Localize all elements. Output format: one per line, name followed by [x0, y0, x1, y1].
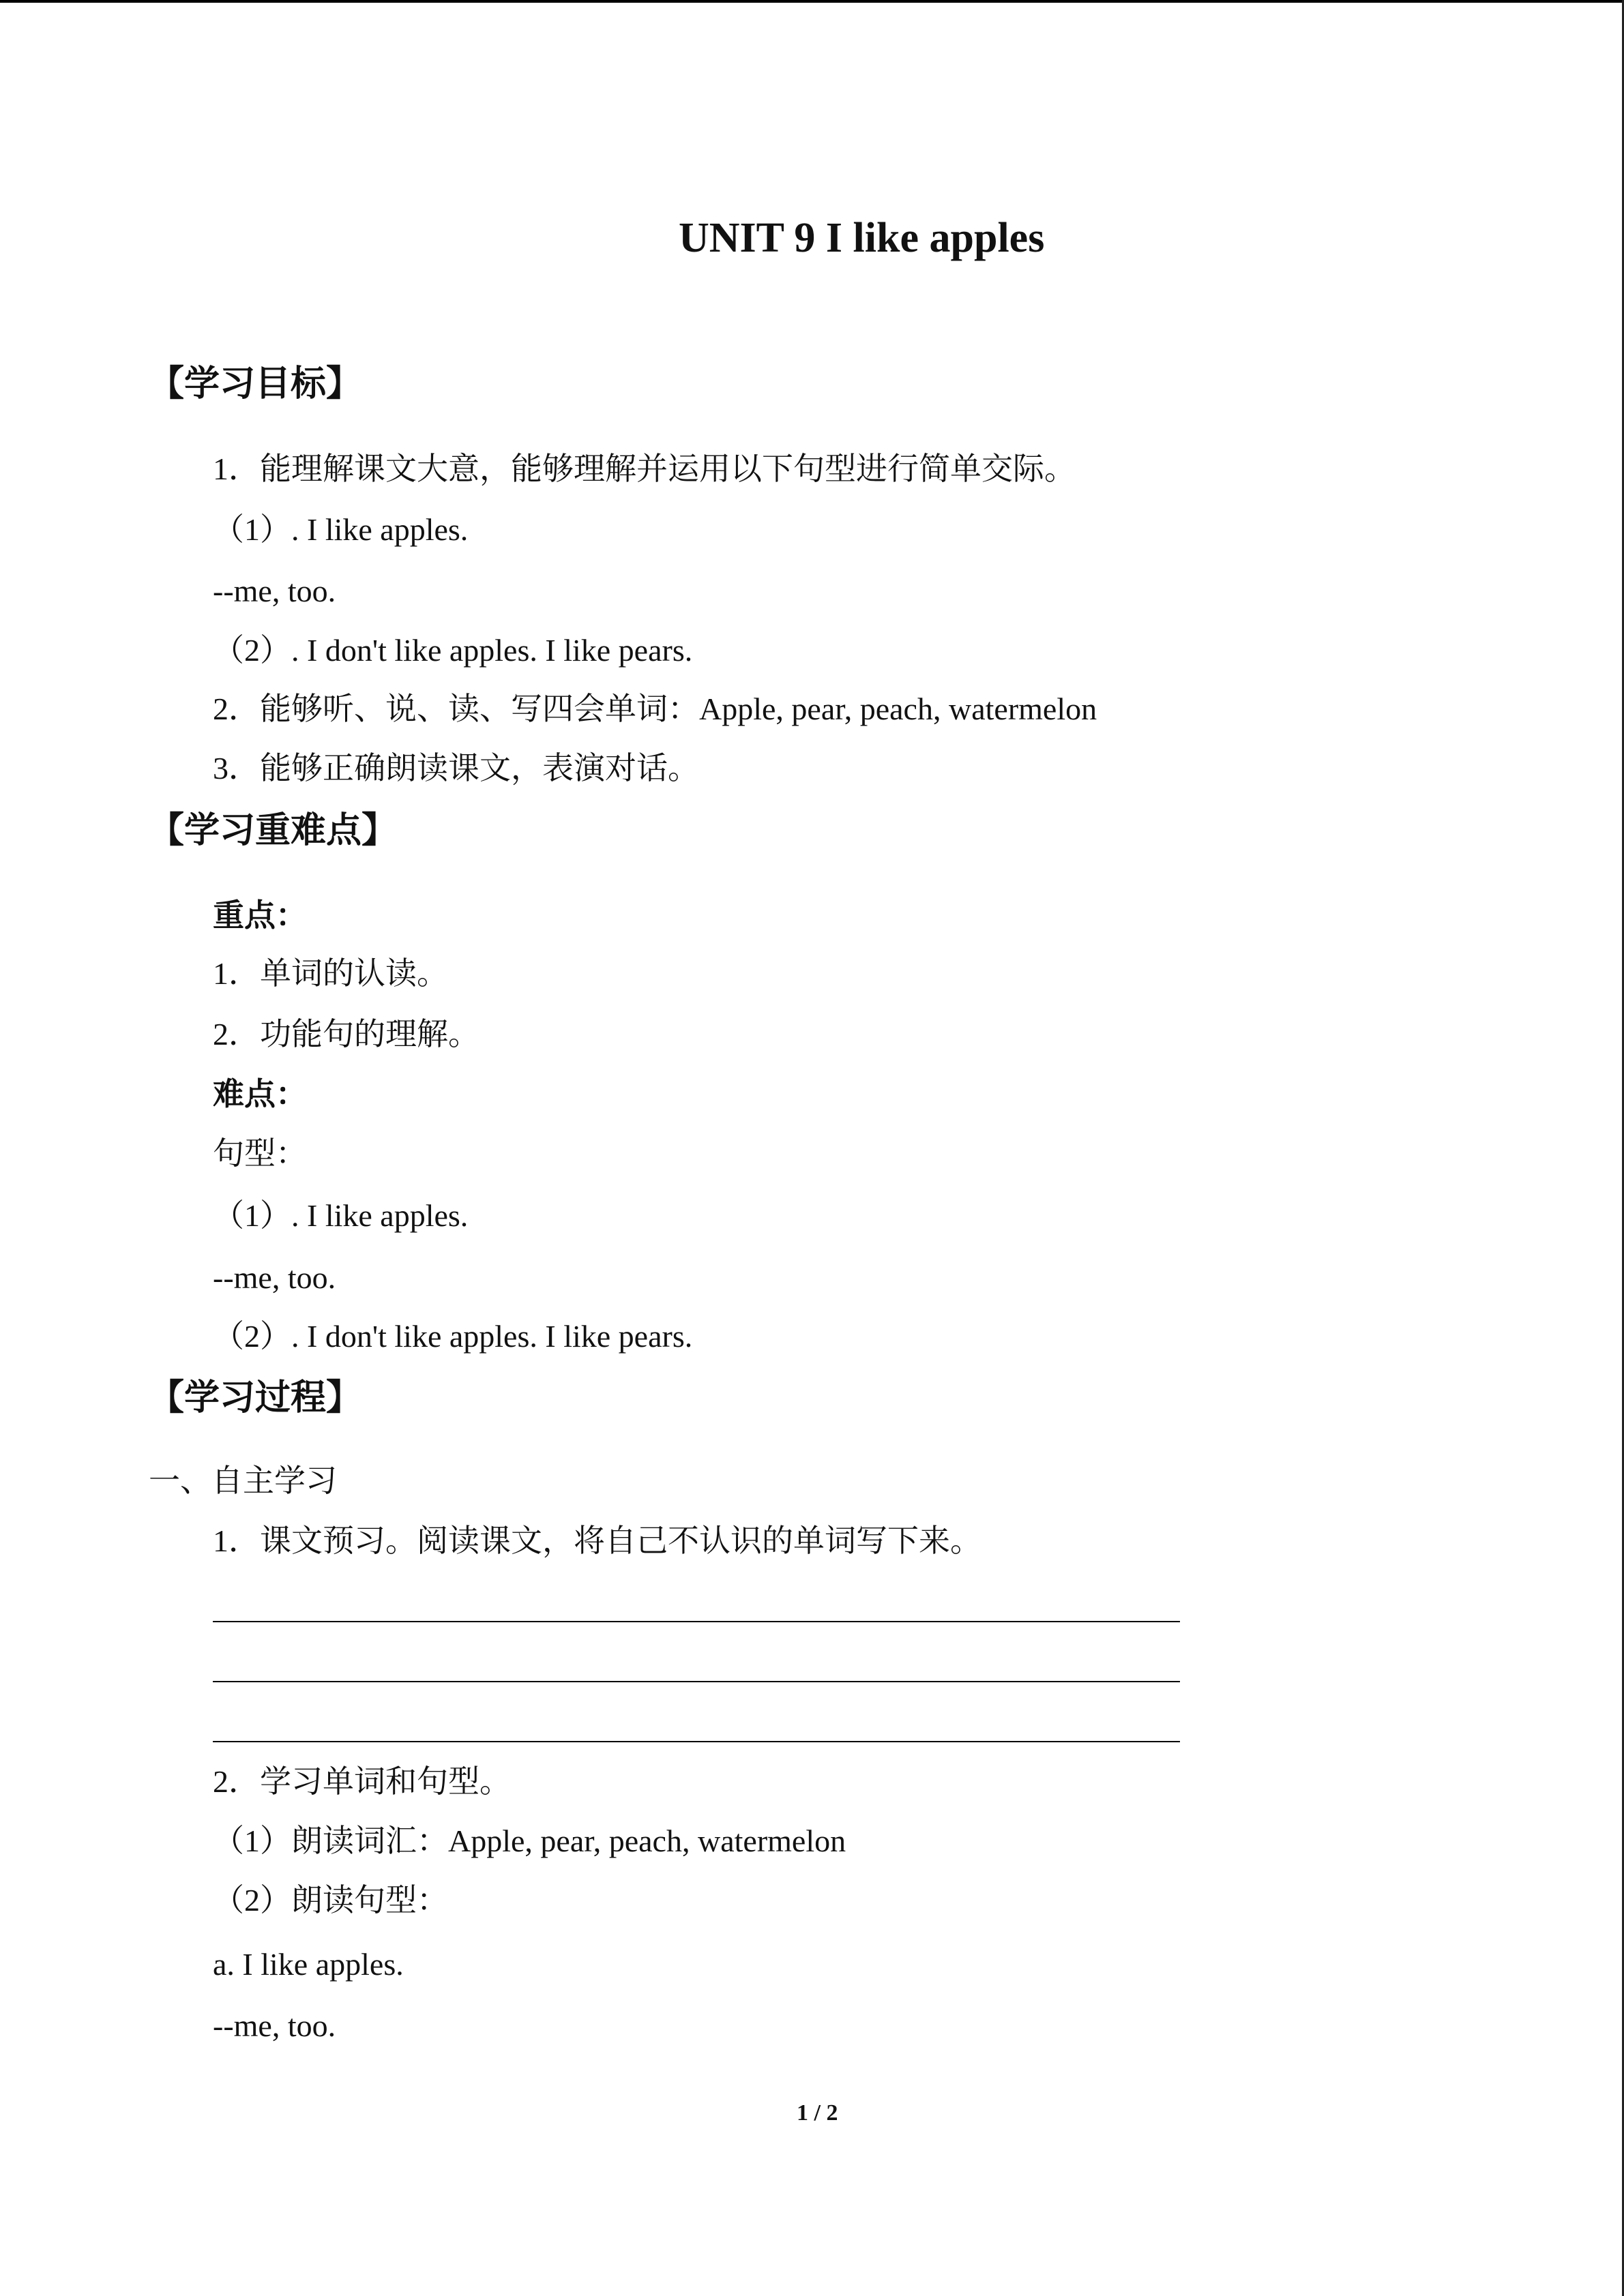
- example-sentence-a: a. I like apples.: [213, 1947, 404, 1982]
- key-item-2: 2．功能句的理解。: [213, 1017, 479, 1052]
- difficult-reply-1: --me, too.: [213, 1260, 336, 1295]
- goals-item-3: 3．能够正确朗读课文，表演对话。: [213, 751, 699, 786]
- page-top-border: [0, 0, 1624, 3]
- vocab-reading: （1）朗读词汇：Apple, pear, peach, watermelon: [213, 1823, 846, 1858]
- key-item-1: 1．单词的认读。: [213, 956, 448, 991]
- pattern-label: 句型：: [213, 1136, 307, 1171]
- difficult-sentence-2: （2）. I don't like apples. I like pears.: [213, 1319, 693, 1354]
- self-study-label: 一、自主学习: [149, 1463, 337, 1498]
- key-points-heading: 【学习重难点】: [149, 811, 398, 850]
- answer-line-3[interactable]: [213, 1741, 1180, 1742]
- difficult-sentence-1: （1）. I like apples.: [213, 1198, 469, 1233]
- example-reply: --me, too.: [213, 2008, 336, 2043]
- goals-item-2: 2．能够听、说、读、写四会单词：Apple, pear, peach, watermelon: [213, 691, 1097, 726]
- difficult-label: 难点：: [213, 1077, 307, 1112]
- goals-sentence-1: （1）. I like apples.: [213, 512, 469, 547]
- page-title: UNIT 9 I like apples: [679, 215, 1045, 261]
- goals-item-1: 1．能理解课文大意，能够理解并运用以下句型进行简单交际。: [213, 451, 1076, 486]
- process-heading: 【学习过程】: [149, 1379, 362, 1418]
- answer-line-1[interactable]: [213, 1621, 1180, 1622]
- answer-line-2[interactable]: [213, 1681, 1180, 1682]
- task-2: 2．学习单词和句型。: [213, 1764, 511, 1799]
- goals-sentence-2: （2）. I don't like apples. I like pears.: [213, 633, 693, 668]
- goals-reply-1: --me, too.: [213, 573, 336, 608]
- task-1: 1．课文预习。阅读课文，将自己不认识的单词写下来。: [213, 1523, 981, 1558]
- page-number: 1 / 2: [797, 2100, 838, 2126]
- pattern-reading: （2）朗读句型：: [213, 1883, 448, 1918]
- goals-heading: 【学习目标】: [149, 365, 362, 404]
- key-label: 重点：: [213, 898, 307, 933]
